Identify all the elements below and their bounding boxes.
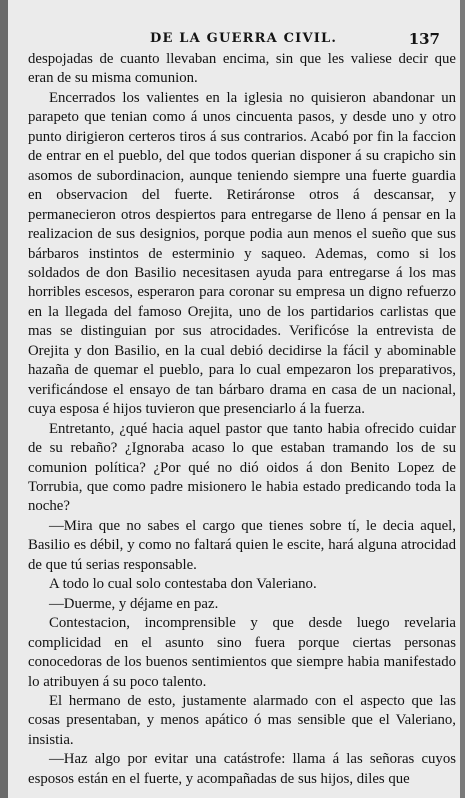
book-gutter-shadow (0, 0, 8, 798)
book-page (8, 0, 460, 798)
paragraph-continuation: despojadas de cuanto llevaban encima, sin que les valiese decir que eran de su misma comunion. (28, 51, 456, 87)
paragraph-brother: El hermano de esto, justamente alarmado con el aspecto que las cosas presentaban, y menos apático ó mas sensible que el Valeriano, insistia. (28, 692, 456, 748)
paragraph-dialogue-reply: —Duerme, y déjame en paz. (49, 595, 219, 612)
paragraph-dialogue-plea: —Haz algo por evitar una catástrofe: llama á las señoras cuyos esposos están en el fuerte, y acompañadas de sus hijos, diles que (28, 751, 456, 787)
paragraph-siege: Encerrados los valientes en la iglesia no quisieron abandonar un parapeto que tenian como á unos cincuenta pasos, y desde uno y otro punto dirigieron certeros tiros á sus contrarios. Acabó por fin la faccion de entrar en el pueblo, del que todos querian disponer á su crapicho sin asomos de subordinacion, aunque teniendo siempre una fuerte guardia en observacion del fuerte. Retiráronse otros á descansar, y permanecieron otros despiertos para entregarse de lleno á pensar en la realizacion de sus designios, porque podia aun menos el sueño que sus bárbaros instintos de esterminio y saqueo. Ademas, como si los soldados de don Basilio necesitasen ayuda para entregarse á los mas horribles escesos, esperaron para coronar su empresa un digno refuerzo en la llegada del famoso Orejita, uno de los partidarios carlistas que mas se distinguian por sus atrocidades. Verificóse la entrevista de Orejita y don Basilio, en la cual debió decidirse la fácil y abominable hazaña de quemar el pueblo, para lo cual empezaron los preparativos, verificándose el ensayo de tan bárbaro drama en casa de un nacional, cuya esposa é hijos tuvieron que presenciarlo á la fuerza. (28, 89, 456, 418)
body-text (28, 50, 456, 789)
page-number: 137 (408, 30, 440, 48)
running-head (28, 31, 446, 47)
paragraph-commentary: Contestacion, incomprensible y que desde luego revelaria complicidad en el asunto sino fuera porque ciertas personas conocedoras de los buenos sentimientos que siempre habia manifestado lo atribuyen á su poco talento. (28, 615, 456, 690)
running-title: DE LA GUERRA CIVIL. (150, 31, 338, 46)
paragraph-reply-intro: A todo lo cual solo contestaba don Valeriano. (49, 576, 317, 593)
paragraph-dialogue-warning: —Mira que no sabes el cargo que tienes sobre tí, le decia aquel, Basilio es débil, y como no faltará quien le escite, hará alguna atrocidad de que tú serias responsable. (28, 517, 456, 573)
paragraph-questions: Entretanto, ¿qué hacia aquel pastor que tanto habia ofrecido cuidar de su rebaño? ¿Ignoraba acaso lo que estaban tramando los de su comunion política? ¿Por qué no dió oidos á don Benito Lopez de Torrubia, que como padre misionero le habia estado predicando toda la noche? (28, 420, 456, 515)
